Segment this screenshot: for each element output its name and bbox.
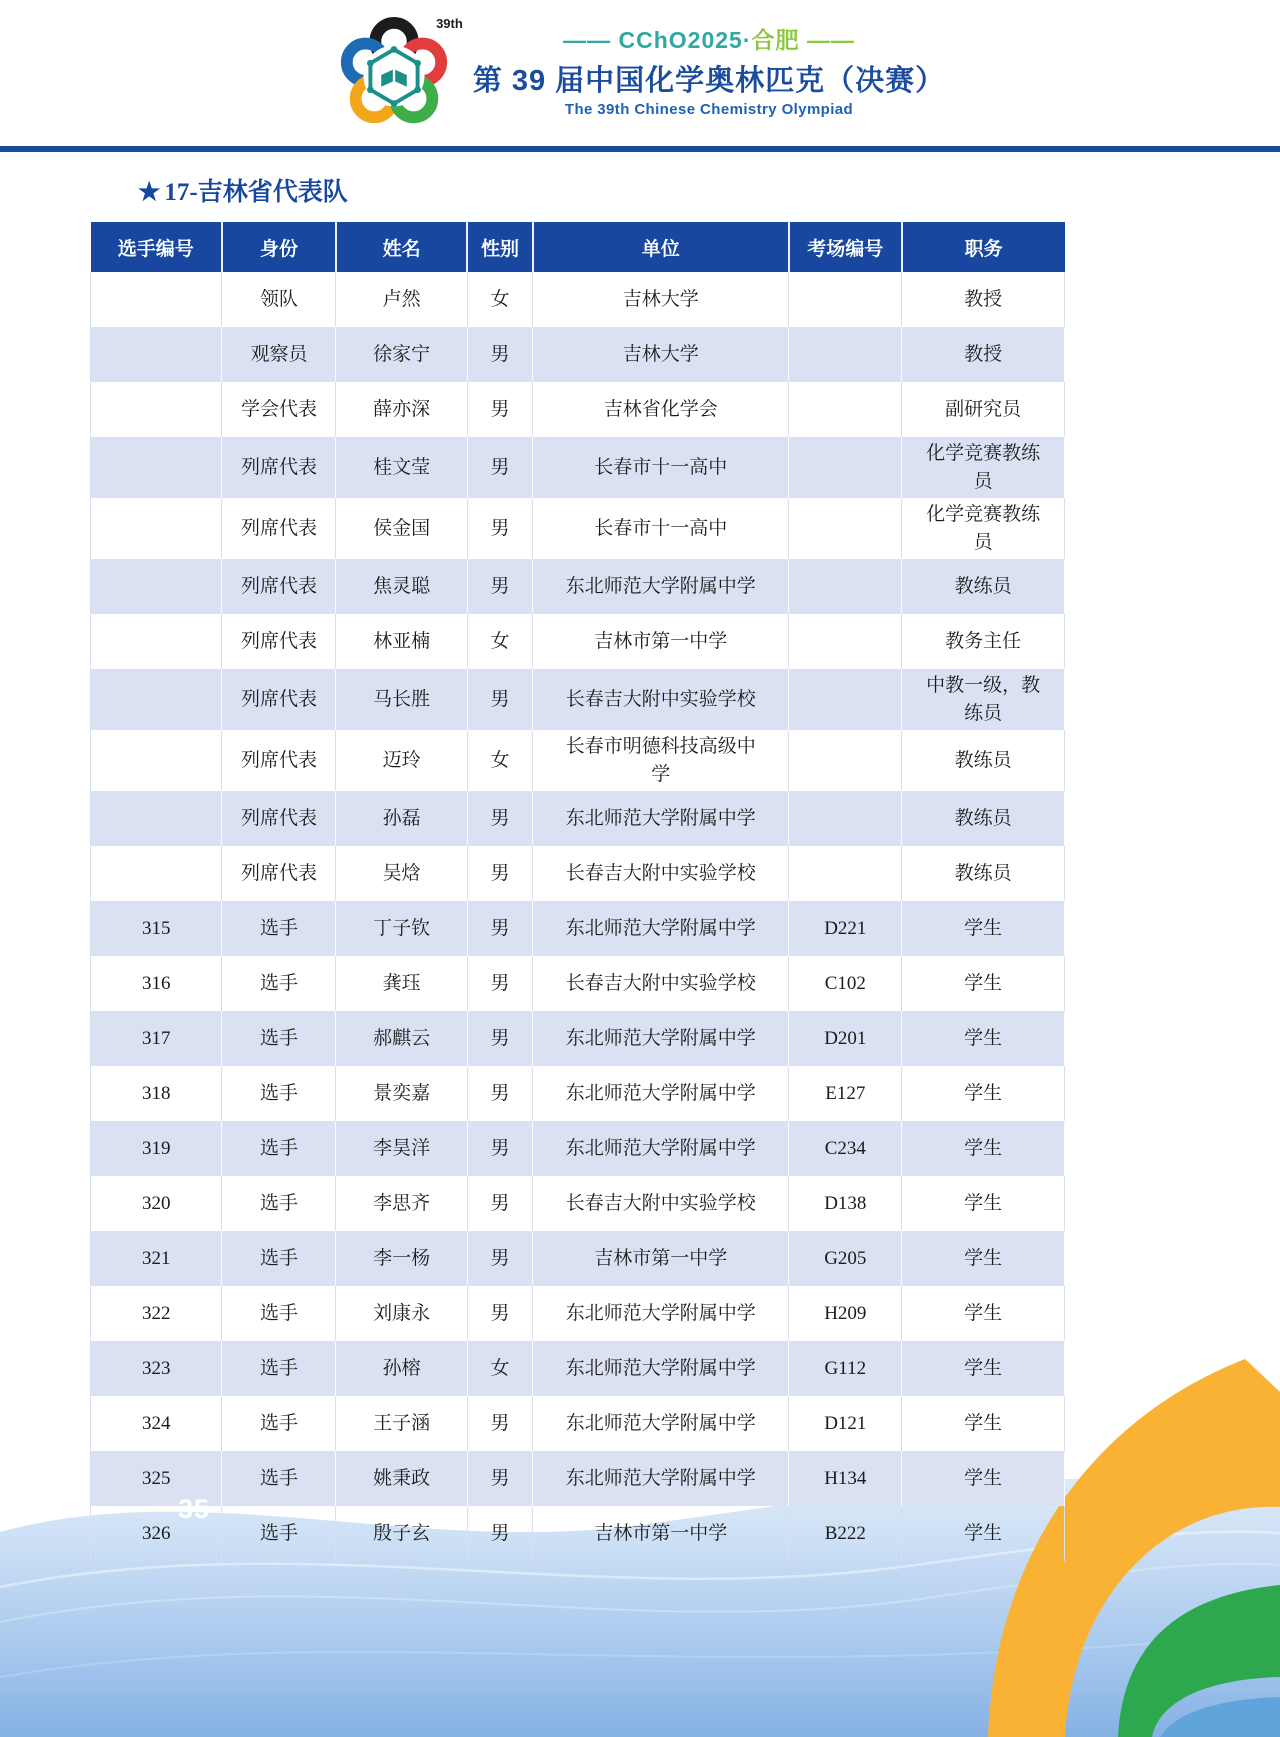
table-cell: 学生 [902, 901, 1065, 956]
table-cell: 长春吉大附中实验学校 [533, 669, 789, 730]
table-cell: 326 [91, 1506, 222, 1561]
table-row [91, 669, 1065, 730]
table-cell [91, 272, 222, 327]
column-header: 考场编号 [789, 222, 902, 272]
table-row [91, 327, 1065, 382]
table-cell [789, 559, 902, 614]
table-cell [91, 614, 222, 669]
table-cell: 315 [91, 901, 222, 956]
table-cell: D221 [789, 901, 902, 956]
table-cell: 男 [467, 1121, 532, 1176]
table-cell: 列席代表 [222, 498, 336, 559]
table-cell: 侯金国 [336, 498, 467, 559]
table-cell: 男 [467, 1231, 532, 1286]
table-row [91, 1341, 1065, 1396]
table-cell: 东北师范大学附属中学 [533, 1341, 789, 1396]
table-cell: 吴焓 [336, 846, 467, 901]
table-cell: 316 [91, 956, 222, 1011]
table-cell: 学生 [902, 1231, 1065, 1286]
table-cell: 孙磊 [336, 791, 467, 846]
table-cell: 薛亦深 [336, 382, 467, 437]
table-cell [91, 669, 222, 730]
table-cell: 长春吉大附中实验学校 [533, 846, 789, 901]
table-cell: 男 [467, 1451, 532, 1506]
table-cell: 男 [467, 1286, 532, 1341]
olympiad-rings-icon [335, 16, 453, 134]
table-row [91, 1451, 1065, 1506]
table-cell: 景奕嘉 [336, 1066, 467, 1121]
table-cell: 男 [467, 1396, 532, 1451]
table-row [91, 1231, 1065, 1286]
table-cell: 321 [91, 1231, 222, 1286]
table-cell: 李昊洋 [336, 1121, 467, 1176]
table-cell [789, 272, 902, 327]
table-cell: C234 [789, 1121, 902, 1176]
table-cell: 女 [467, 1341, 532, 1396]
table-cell: 姚秉政 [336, 1451, 467, 1506]
table-cell [789, 614, 902, 669]
table-cell: 女 [467, 272, 532, 327]
table-cell: 吉林市第一中学 [533, 1231, 789, 1286]
banner-line [473, 22, 945, 55]
table-cell: 318 [91, 1066, 222, 1121]
table-cell: 长春吉大附中实验学校 [533, 1176, 789, 1231]
table-cell: 男 [467, 559, 532, 614]
table-row [91, 382, 1065, 437]
table-cell: 李思齐 [336, 1176, 467, 1231]
table-cell [789, 327, 902, 382]
table-cell: 吉林市第一中学 [533, 614, 789, 669]
table-header-row [91, 222, 1065, 272]
table-cell: 教授 [902, 327, 1065, 382]
table-cell [91, 846, 222, 901]
table-cell: 男 [467, 1506, 532, 1561]
table-cell: 教练员 [902, 791, 1065, 846]
page-header [0, 0, 1280, 152]
table-cell: 吉林大学 [533, 272, 789, 327]
table-cell: 学生 [902, 1066, 1065, 1121]
table-row [91, 437, 1065, 498]
table-cell: 学生 [902, 1121, 1065, 1176]
table-cell: 列席代表 [222, 730, 336, 791]
table-row [91, 1066, 1065, 1121]
table-cell: 东北师范大学附属中学 [533, 1121, 789, 1176]
table-cell: 吉林市第一中学 [533, 1506, 789, 1561]
table-cell: 教务主任 [902, 614, 1065, 669]
table-cell: 教练员 [902, 559, 1065, 614]
table-cell: 选手 [222, 1231, 336, 1286]
section-title [138, 172, 1280, 208]
table-cell: 列席代表 [222, 791, 336, 846]
table-cell: 长春市十一高中 [533, 437, 789, 498]
table-cell [789, 669, 902, 730]
table-row [91, 901, 1065, 956]
table-cell: G205 [789, 1231, 902, 1286]
table-cell: 郝麒云 [336, 1011, 467, 1066]
table-cell: 男 [467, 791, 532, 846]
table-cell [91, 437, 222, 498]
header-text [473, 16, 945, 118]
table-cell: 选手 [222, 1066, 336, 1121]
table-cell: 男 [467, 1066, 532, 1121]
table-row [91, 1176, 1065, 1231]
table-cell: 长春市明德科技高级中学 [533, 730, 789, 791]
table-cell: 学生 [902, 1176, 1065, 1231]
table-cell: 学生 [902, 1286, 1065, 1341]
column-header: 选手编号 [91, 222, 222, 272]
table-cell: 马长胜 [336, 669, 467, 730]
table-cell: 卢然 [336, 272, 467, 327]
table-cell: 殷子玄 [336, 1506, 467, 1561]
table-cell: 学生 [902, 1506, 1065, 1561]
ccho-logo [335, 16, 463, 134]
table-cell: 324 [91, 1396, 222, 1451]
table-cell: 东北师范大学附属中学 [533, 1066, 789, 1121]
table-cell: 选手 [222, 1286, 336, 1341]
table-cell: 选手 [222, 1396, 336, 1451]
table-row [91, 730, 1065, 791]
table-cell: 副研究员 [902, 382, 1065, 437]
logo-39th-label: 39th [436, 16, 463, 31]
table-cell: 学会代表 [222, 382, 336, 437]
table-row [91, 956, 1065, 1011]
table-row [91, 498, 1065, 559]
table-cell: 长春吉大附中实验学校 [533, 956, 789, 1011]
table-cell: 学生 [902, 1011, 1065, 1066]
table-cell: 东北师范大学附属中学 [533, 1011, 789, 1066]
table-cell: 选手 [222, 956, 336, 1011]
table-cell: 中教一级，教练员 [902, 669, 1065, 730]
table-cell: 选手 [222, 1506, 336, 1561]
banner-brand: CChO2025 [618, 27, 743, 53]
page-number: 35 [178, 1494, 211, 1524]
column-header: 单位 [533, 222, 789, 272]
table-cell: 化学竞赛教练员 [902, 437, 1065, 498]
table-cell: 男 [467, 1176, 532, 1231]
table-cell: D201 [789, 1011, 902, 1066]
column-header: 职务 [902, 222, 1065, 272]
table-cell: 学生 [902, 1396, 1065, 1451]
table-cell: 男 [467, 1011, 532, 1066]
table-cell: 男 [467, 498, 532, 559]
table-cell [91, 559, 222, 614]
table-row [91, 614, 1065, 669]
table-cell [789, 498, 902, 559]
table-cell: 女 [467, 730, 532, 791]
table-cell: 吉林省化学会 [533, 382, 789, 437]
table-cell: 列席代表 [222, 437, 336, 498]
banner-dash-left: —— [563, 27, 612, 53]
table-cell: 选手 [222, 901, 336, 956]
table-row [91, 1286, 1065, 1341]
table-cell [91, 730, 222, 791]
table-cell: 选手 [222, 1011, 336, 1066]
table-cell [91, 327, 222, 382]
table-cell: 龚珏 [336, 956, 467, 1011]
table-row [91, 791, 1065, 846]
banner-dash-right: —— [806, 27, 855, 53]
table-cell: 王子涵 [336, 1396, 467, 1451]
table-cell: 林亚楠 [336, 614, 467, 669]
table-cell: 列席代表 [222, 559, 336, 614]
table-cell: D138 [789, 1176, 902, 1231]
table-cell: 东北师范大学附属中学 [533, 1396, 789, 1451]
table-cell: 选手 [222, 1121, 336, 1176]
table-row [91, 1396, 1065, 1451]
table-cell: B222 [789, 1506, 902, 1561]
table-cell: 男 [467, 956, 532, 1011]
table-cell: 东北师范大学附属中学 [533, 901, 789, 956]
column-header: 身份 [222, 222, 336, 272]
table-cell: 刘康永 [336, 1286, 467, 1341]
table-cell [789, 791, 902, 846]
table-cell: 李一杨 [336, 1231, 467, 1286]
column-header: 姓名 [336, 222, 467, 272]
table-row [91, 272, 1065, 327]
table-cell: 东北师范大学附属中学 [533, 1286, 789, 1341]
section-title-text: 17-吉林省代表队 [164, 179, 348, 206]
table-row [91, 846, 1065, 901]
table-row [91, 559, 1065, 614]
table-cell: 320 [91, 1176, 222, 1231]
table-cell: H134 [789, 1451, 902, 1506]
table-cell: 男 [467, 846, 532, 901]
table-cell: 东北师范大学附属中学 [533, 559, 789, 614]
table-cell: G112 [789, 1341, 902, 1396]
table-cell: 列席代表 [222, 669, 336, 730]
table-cell: 焦灵聪 [336, 559, 467, 614]
table-cell: 男 [467, 437, 532, 498]
table-cell: 男 [467, 901, 532, 956]
table-cell: 桂文莹 [336, 437, 467, 498]
table-cell: 教练员 [902, 846, 1065, 901]
table-cell: 列席代表 [222, 614, 336, 669]
table-cell: 男 [467, 669, 532, 730]
table-cell [789, 846, 902, 901]
table-cell: 观察员 [222, 327, 336, 382]
table-cell: 孙榕 [336, 1341, 467, 1396]
table-cell: 322 [91, 1286, 222, 1341]
table-cell: D121 [789, 1396, 902, 1451]
table-cell: 学生 [902, 1341, 1065, 1396]
table-cell [91, 791, 222, 846]
table-cell: 领队 [222, 272, 336, 327]
table-cell: 东北师范大学附属中学 [533, 791, 789, 846]
table-cell [91, 498, 222, 559]
table-cell: 男 [467, 382, 532, 437]
delegation-table [90, 222, 1065, 1561]
table-cell: 东北师范大学附属中学 [533, 1451, 789, 1506]
column-header: 性别 [467, 222, 532, 272]
main-content [0, 152, 1280, 1561]
table-cell [789, 382, 902, 437]
table-cell [789, 437, 902, 498]
banner-separator: · [742, 27, 752, 53]
star-icon: ★ [138, 179, 161, 206]
table-cell: 选手 [222, 1176, 336, 1231]
table-cell: 教授 [902, 272, 1065, 327]
table-cell: 迈玲 [336, 730, 467, 791]
table-cell [789, 730, 902, 791]
table-cell: 选手 [222, 1451, 336, 1506]
table-cell: 317 [91, 1011, 222, 1066]
table-cell: 化学竞赛教练员 [902, 498, 1065, 559]
table-cell: 列席代表 [222, 846, 336, 901]
table-cell: 319 [91, 1121, 222, 1176]
table-cell: 教练员 [902, 730, 1065, 791]
table-cell: 徐家宁 [336, 327, 467, 382]
table-cell [91, 382, 222, 437]
table-cell: 长春市十一高中 [533, 498, 789, 559]
table-cell: 学生 [902, 956, 1065, 1011]
table-cell: 学生 [902, 1451, 1065, 1506]
table-cell: 女 [467, 614, 532, 669]
table-cell: H209 [789, 1286, 902, 1341]
table-cell: E127 [789, 1066, 902, 1121]
table-row [91, 1011, 1065, 1066]
event-title-zh: 第 39 届中国化学奥林匹克（决赛） [472, 65, 946, 97]
table-row [91, 1121, 1065, 1176]
table-row [91, 1506, 1065, 1561]
table-cell: 选手 [222, 1341, 336, 1396]
table-cell: 吉林大学 [533, 327, 789, 382]
table-cell: C102 [789, 956, 902, 1011]
table-cell: 男 [467, 327, 532, 382]
table-cell: 323 [91, 1341, 222, 1396]
table-cell: 丁子钦 [336, 901, 467, 956]
event-title-en: The 39th Chinese Chemistry Olympiad [564, 101, 854, 118]
table-cell: 325 [91, 1451, 222, 1506]
banner-city: 合肥 [751, 27, 800, 53]
